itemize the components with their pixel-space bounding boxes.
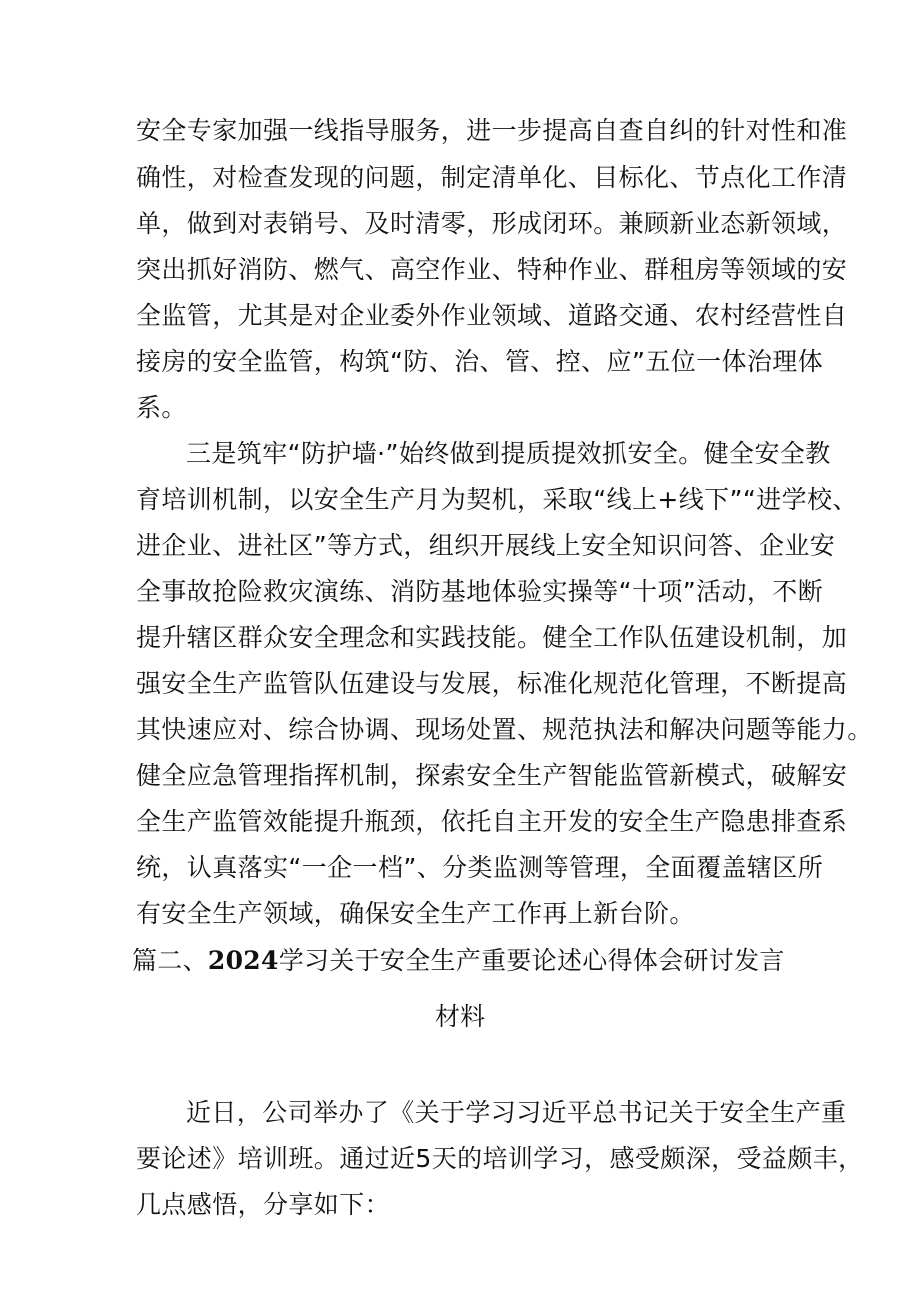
- heading-title: 学习关于安全生产重要论述心得体会研讨发言: [278, 946, 785, 975]
- text-line: 确性，对检查发现的问题，制定清单化、目标化、节点化工作清: [136, 163, 848, 192]
- text-line: 三是筑牢“防护墙·”始终做到提质提效抓安全。健全安全教: [186, 439, 831, 468]
- text-line: 进企业、进社区”等方式，组织开展线上安全知识问答、企业安: [136, 531, 836, 560]
- text-line: 要论述》培训班。通过近5天的培训学习，感受颇深，受益颇丰，: [136, 1144, 864, 1173]
- text-line: 安全专家加强一线指导服务，进一步提高自查自纠的针对性和准: [136, 116, 848, 145]
- text-line: 有安全生产领域，确保安全生产工作再上新台阶。: [136, 899, 695, 928]
- text-line: 系。: [136, 393, 187, 422]
- heading-year: 2024: [207, 946, 279, 975]
- text-line: 单，做到对表销号、及时清零，形成闭环。兼顾新业态新领域，: [136, 209, 848, 238]
- section-heading: [132, 941, 785, 981]
- text-line: 提升辖区群众安全理念和实践技能。健全工作队伍建设机制，加: [136, 623, 848, 652]
- text-line: 强安全生产监管队伍建设与发展，标准化规范化管理，不断提高: [136, 669, 848, 698]
- text-line: 育培训机制，以安全生产月为契机，采取“线上+线下”“进学校、: [136, 485, 858, 514]
- text-line: 统，认真落实“一企一档”、分类监测等管理，全面覆盖辖区所: [136, 853, 824, 882]
- text-line: 全监管，尤其是对企业委外作业领域、道路交通、农村经营性自: [136, 301, 848, 330]
- text-line: 其快速应对、综合协调、现场处置、规范执法和解决问题等能力。: [136, 715, 873, 744]
- text-line: 全事故抢险救灾演练、消防基地体验实操等“十项”活动，不断: [136, 577, 824, 606]
- text-line: 近日，公司举办了《关于学习习近平总书记关于安全生产重: [186, 1098, 847, 1127]
- heading-prefix: 篇二、: [132, 946, 208, 975]
- section-heading-line2: 材料: [434, 1002, 485, 1031]
- text-line: 突出抓好消防、燃气、高空作业、特种作业、群租房等领域的安: [136, 255, 848, 284]
- text-line: 健全应急管理指挥机制，探索安全生产智能监管新模式，破解安: [136, 761, 848, 790]
- text-line: 全生产监管效能提升瓶颈，依托自主开发的安全生产隐患排查系: [136, 807, 848, 836]
- text-line: 接房的安全监管，构筑“防、治、管、控、应”五位一体治理体: [136, 347, 824, 376]
- text-line: 几点感悟，分享如下：: [136, 1190, 391, 1219]
